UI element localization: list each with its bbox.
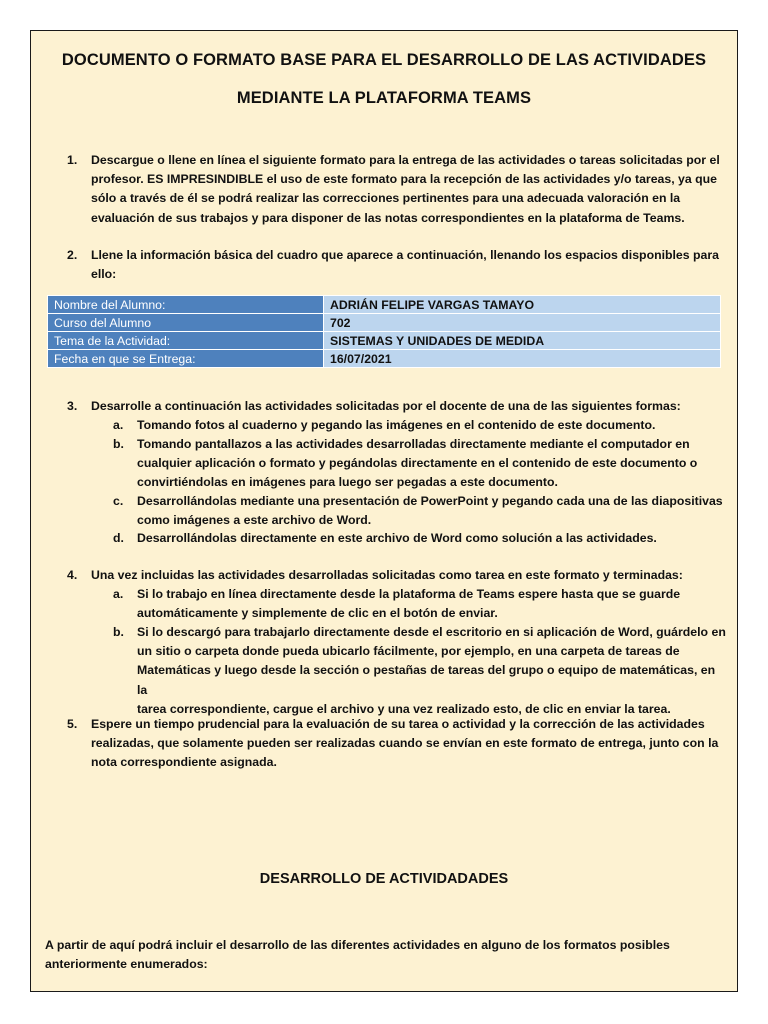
instruction-5-text: Espere un tiempo prudencial para la evaluación de su tarea o actividad y la corrección de las actividades realizadas, que solamente pueden ser realizadas cuando se envían en este formato de entrega, junto con la nota correspondiente asignada. <box>91 717 719 770</box>
list-number: 1. <box>67 153 78 167</box>
student-course-label: Curso del Alumno <box>48 314 324 332</box>
development-intro-text: A partir de aquí podrá incluir el desarrollo de las diferentes actividades en alguno de los formatos posibles anteriormente enumerados: <box>45 938 670 972</box>
student-info-table <box>47 295 721 368</box>
document-page <box>30 30 738 992</box>
list-letter: b. <box>113 625 124 639</box>
student-name-value[interactable]: ADRIÁN FELIPE VARGAS TAMAYO <box>324 296 721 314</box>
instruction-3d-text: Desarrollándolas directamente en este archivo de Word como solución a las actividades. <box>137 531 657 545</box>
instruction-3c-text: Desarrollándolas mediante una presentación de PowerPoint y pegando cada una de las diapositivas como imágenes a este archivo de Word. <box>137 494 723 528</box>
list-number: 2. <box>67 248 78 262</box>
instruction-4b-text: Si lo descargó para trabajarlo directamente desde el escritorio en si aplicación de Word, guárdelo en un sitio o carpeta donde pueda ubicarlo fácilmente, por ejemplo, en una carpeta de tareas de Matemáticas y luego desde la sección o pestañas de tareas del grupo o equipo de matemáticas, en la tarea correspondiente, cargue el archivo y una vez realizado esto, de clic en enviar la tarea. <box>137 625 726 716</box>
list-number: 3. <box>67 399 78 413</box>
delivery-date-label: Fecha en que se Entrega: <box>48 350 324 368</box>
list-letter: a. <box>113 418 124 432</box>
instruction-4-text: Una vez incluidas las actividades desarrolladas solicitadas como tarea en este formato y terminadas: <box>91 568 683 582</box>
instruction-3b-text: Tomando pantallazos a las actividades desarrolladas directamente mediante el computador en cualquier aplicación o formato y pegándolas directamente en el contenido de este documento o convirtiéndolas en imágenes para luego ser pegadas a este documento. <box>137 437 698 490</box>
list-letter: a. <box>113 587 124 601</box>
list-letter: b. <box>113 437 124 451</box>
document-title-line1: DOCUMENTO O FORMATO BASE PARA EL DESARROLLO DE LAS ACTIVIDADES <box>61 51 707 69</box>
instruction-1-text: Descargue o llene en línea el siguiente formato para la entrega de las actividades o tareas solicitadas por el profesor. ES IMPRESINDIBLE el uso de este formato para la recepción de las actividades y/o tareas, ya que sólo a través de él se podrá realizar las correcciones pertinentes para una adecuada valoración en la evaluación de sus trabajos y para disponer de las notas correspondientes en la plataforma de Teams. <box>91 153 720 225</box>
list-number: 4. <box>67 568 78 582</box>
table-row <box>48 350 721 368</box>
list-letter: d. <box>113 531 124 545</box>
table-row <box>48 296 721 314</box>
instruction-3a-text: Tomando fotos al cuaderno y pegando las imágenes en el contenido de este documento. <box>137 418 656 432</box>
section-title: DESARROLLO DE ACTIVIDADADES <box>259 871 509 887</box>
activity-topic-label: Tema de la Actividad: <box>48 332 324 350</box>
delivery-date-value[interactable]: 16/07/2021 <box>324 350 721 368</box>
table-row <box>48 332 721 350</box>
list-number: 5. <box>67 717 78 731</box>
student-course-value[interactable]: 702 <box>324 314 721 332</box>
activity-topic-value[interactable]: SISTEMAS Y UNIDADES DE MEDIDA <box>324 332 721 350</box>
instruction-3-text: Desarrolle a continuación las actividades solicitadas por el docente de una de las siguientes formas: <box>91 399 681 413</box>
list-letter: c. <box>113 494 124 508</box>
document-title-line2: MEDIANTE LA PLATAFORMA TEAMS <box>236 89 532 107</box>
table-row <box>48 314 721 332</box>
instruction-4a-text: Si lo trabajo en línea directamente desde la plataforma de Teams espere hasta que se guarde automáticamente y simplemente de clic en el botón de enviar. <box>137 587 681 621</box>
instruction-2-text: Llene la información básica del cuadro que aparece a continuación, llenando los espacios disponibles para ello: <box>91 248 719 282</box>
student-name-label: Nombre del Alumno: <box>48 296 324 314</box>
